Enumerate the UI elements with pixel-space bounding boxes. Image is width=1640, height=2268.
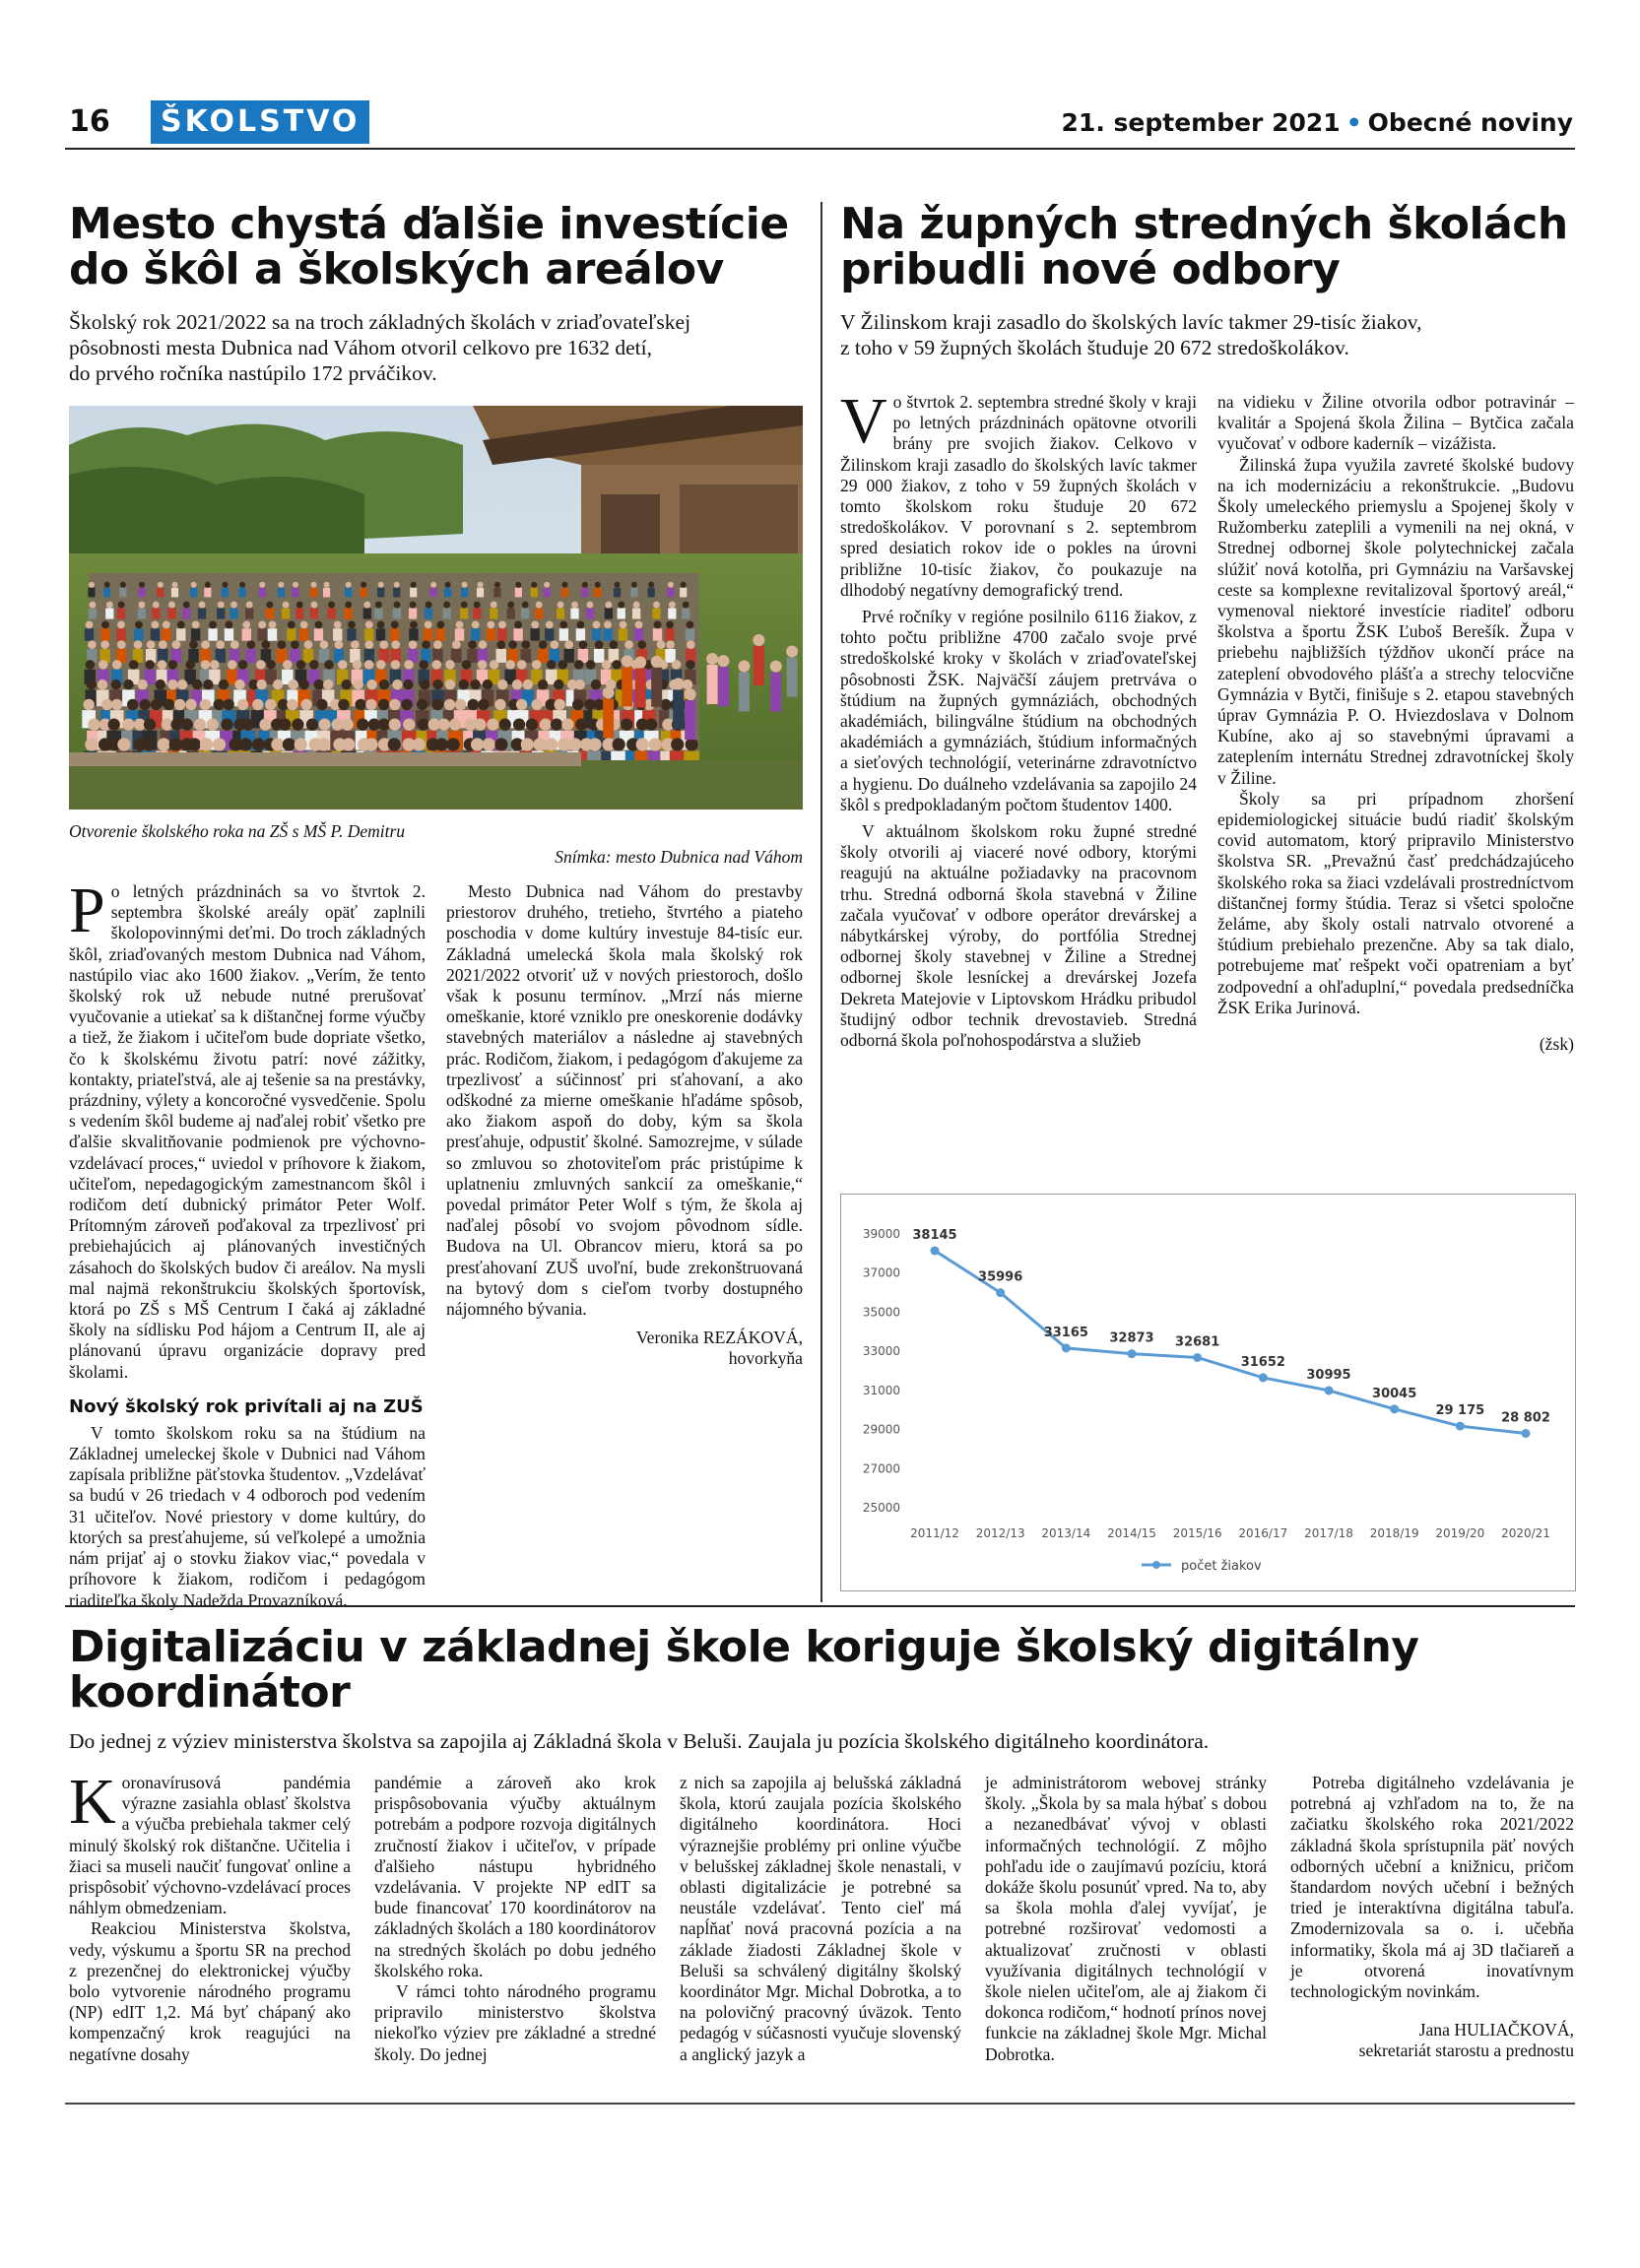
photo-credit: Snímka: mesto Dubnica nad Váhom	[555, 847, 803, 867]
chart-data-label: 30045	[1372, 1386, 1417, 1401]
bottom-rule	[65, 2103, 1575, 2105]
article2-title-line1: Na župných stredných školách	[840, 199, 1568, 249]
chart-x-tick: 2020/21	[1501, 1526, 1550, 1540]
article2-lead	[840, 309, 1574, 360]
section-label	[151, 100, 369, 144]
article3-col4-p1: je administrátorom webovej stránky školy. „Škola by sa mala hýbať s dobou a nezanedbávať vývoj v oblasti informačných technológií. Z môjho pohľadu ide o zaujímavú pozíciu, ktorá dokáže školu posunúť vpred. Na to, aby sa škola mohla ďalej vyvíjať, je potrebné rozširovať vedomosti a aktualizovať zručnosti v oblasti využívania digitálnych technológií v škole nielen učiteľom, ale aj žiakom či dokonca rodičom,“ hodnotí prínos novej funkcie na základnej škole Mgr. Michal Dobrotka.	[985, 1773, 1267, 2064]
article3-dropcap: K	[69, 1766, 116, 1838]
chart-y-tick: 35000	[862, 1305, 900, 1320]
photo-caption: Otvorenie školského roka na ZŠ s MŠ P. Demitru	[69, 821, 406, 841]
article1-author: Veronika REZÁKOVÁ,	[635, 1328, 803, 1348]
article1-col1-p1: o letných prázdninách sa vo štvrtok 2. septembra školské areály opäť zaplnili školopovinnými deťmi. Do troch základných škôl, zriaďovaných mestom Dubnica nad Váhom, nastúpilo viac ako 1600 žiakov. „Verím, že tento školský rok už nebude nutné prerušovať vyučovanie a utiekať sa k dištančnej forme výučby a tiež, že žiakom i učiteľom bude dopriate všetko, čo k školskému životu patrí: nové zážitky, kontakty, priateľstvá, ale aj tešenie sa na prestávky, prázdniny, výlety a koncoročné vysvedčenie. Spolu s vedením škôl budeme aj naďalej robiť všetko pre ďalšie skvalitňovanie podmienok pre výchovno-vzdelávací proces,“ uviedol v príhovore k žiakom, učiteľom, nepedagogickým zamestnancom škôl i rodičom detí dubnický primátor Peter Wolf. Prítomným zároveň poďakoval za trpezlivosť pri prebiehajúcich aj plánovaných investičných zásahoch do školských budov či areálov. Na mysli mal najmä rekonštrukciu školských športovísk, ktorá po ZŠ s MŠ Centrum I čaká aj základné školy na sídlisku Pod hájom a Centrum II, ale aj plánovanú úpravu organizácie dopravy pred školami.	[69, 881, 426, 1382]
article3-title-line2: koordinátor	[69, 1667, 351, 1717]
page-number: 16	[69, 104, 110, 139]
chart-y-tick: 33000	[862, 1344, 900, 1359]
article1-col1-p2: V tomto školskom roku sa na štúdium na Základnej umeleckej škole v Dubnici nad Váhom zapísala približne päťstovka študentov. „Vzdelávať sa budú v 26 triedach v 4 odboroch pod vedením 31 učiteľov. Nové priestory v dome kultúry, do ktorých sa presťahujeme, sú veľkolepé a umožnia nám prijať aj o stovku žiakov viac,“ povedala v príhovore k žiakom, rodičom i pedagógom riaditeľka školy Nadežda Provazníková.	[69, 1422, 426, 1610]
chart-canvas	[841, 1195, 1575, 1590]
chart-y-tick: 37000	[862, 1265, 900, 1280]
article1-column2	[446, 881, 803, 1370]
article3-col1-p1: oronavírusová pandémia výrazne zasiahla oblasť školstva a výučba prebiehala takmer celý minulý školský rok dištančne. Učitelia i žiaci sa museli naučiť fungovať online a prispôsobiť výchovno-vzdelávací proces náhlym obmedzeniam.	[69, 1773, 352, 1918]
article2-col1-p1: o štvrtok 2. septembra stredné školy v kraji po letných prázdninách opätovne otvorili brány pre svojich žiakov. Celkovo v Žilinskom kraji zasadlo do školských lavíc takmer 29 000 žiakov, z toho v 59 župných školách v tomto školskom roku študuje 20 672 stredoškolákov. V porovnaní s 2. septembrom spred desiatich rokov ide o pokles na úrovni približne 10-tisíc žiakov, čo poukazuje na dlhodobý negatívny demografický trend.	[840, 392, 1197, 600]
chart-data-label: 29 175	[1435, 1403, 1485, 1419]
article3-lead: Do jednej z výziev ministerstva školstva sa zapojila aj Základná škola v Beluši. Zaujala ju pozícia školského digitálneho koordinátora.	[69, 1729, 1210, 1753]
chart-data-label: 38145	[912, 1227, 957, 1243]
chart-legend-marker	[1152, 1561, 1160, 1569]
chart-x-tick: 2016/17	[1238, 1526, 1288, 1540]
article3-author-role: sekretariát starostu a prednostu	[1358, 2041, 1574, 2061]
column-divider	[820, 202, 822, 1602]
article3-column2	[374, 1773, 656, 2065]
article1-author-role: hovorkyňa	[728, 1348, 803, 1369]
chart-point	[1259, 1373, 1268, 1382]
chart-y-tick: 39000	[862, 1227, 900, 1241]
chart-data-label: 32681	[1175, 1334, 1220, 1350]
chart-point	[1128, 1349, 1137, 1358]
article2-col2-p3: Školy sa pri prípadnom zhoršení epidemiologickej situácie budú riadiť školským covid automatom, ktorý pripravilo Ministerstvo školstva SR. „Prevažnú časť predchádzajúceho školského roka sa žiaci vzdelávali prostredníctvom dištančnej formy štúdia. Teraz si všetci spoločne želáme, aby školy ostali natrvalo otvorené a štúdium prebiehalo prezenčne. Aby sa tak dialo, potrebujeme mať rešpekt voči opatreniam a byť zodpovední a ohľaduplní,“ povedala predsedníčka ŽSK Erika Jurinová.	[1217, 788, 1574, 1017]
article1-col2-p1: Mesto Dubnica nad Váhom do prestavby priestorov druhého, tretieho, štvrtého a piateho poschodia v dome kultúry investuje 84-tisíc eur. Základná umelecká škola mala školský rok 2021/2022 otvoriť už v nových priestoroch, došlo však k posunu termínov. „Mrzí nás mierne omeškanie, ktoré vzniklo pre oneskorenie dodávky stavebných materiálov a následne aj stavebných prác. Rodičom, žiakom, i pedagógom ďakujeme za trpezlivosť a súčinnosť pri sťahovaní, a ako odškodné za mierne omeškanie hľadáme spôsob, ako žiakom aspoň do doby, kým sa škola presťahuje, odpustiť školné. Samozrejme, v súlade so zmluvou so zhotoviteľom prác pristúpime k uplatneniu zmluvných sankcií za omeškanie,“ povedal primátor Peter Wolf s tým, že škola aj naďalej pôsobí vo svojom pôvodnom sídle. Budova na Ul. Obrancov mieru, ktorá sa po presťahovaní ZUŠ uvoľní, bude zrekonštruovaná na bytový dom s cieľom tvorby dostupného nájomného bývania.	[446, 881, 803, 1320]
chart-point	[996, 1288, 1005, 1297]
article1-title-line2: do škôl a školských areálov	[69, 244, 724, 294]
chart-point	[1062, 1343, 1071, 1352]
chart-point	[1456, 1422, 1465, 1431]
chart-y-tick: 31000	[862, 1383, 900, 1397]
article2-title-line2: pribudli nové odbory	[840, 244, 1341, 294]
chart-point	[1325, 1386, 1334, 1394]
chart-x-tick: 2017/18	[1304, 1526, 1353, 1540]
article1-column1	[69, 875, 426, 1611]
article1-lead-line1: Školský rok 2021/2022 sa na troch základných školách v zriaďovateľskej	[69, 310, 691, 334]
separator-dot: •	[1345, 108, 1362, 137]
chart-data-label: 35996	[978, 1269, 1023, 1285]
chart-data-label: 28 802	[1501, 1410, 1550, 1426]
article2-author: (žsk)	[1539, 1034, 1574, 1055]
school-opening-photo	[69, 406, 803, 810]
article1-title-line1: Mesto chystá ďalšie investície	[69, 199, 789, 249]
chart-x-tick: 2019/20	[1435, 1526, 1485, 1540]
chart-x-tick: 2018/19	[1369, 1526, 1419, 1540]
article1-subhead: Nový školský rok privítali aj na ZUŠ	[69, 1395, 424, 1417]
chart-data-label: 32873	[1109, 1330, 1154, 1346]
chart-x-tick: 2012/13	[975, 1526, 1025, 1540]
article2-col1-p3: V aktuálnom školskom roku župné stredné školy otvorili aj viaceré nové odbory, ktorými reagujú na aktuálne požiadavky na pracovnom trhu. Stredná odborná škola stavebná v Žiline začala vyučovať v odbore operátor drevárskej a nábytkárskej výroby, do portfólia Strednej odbornej školy stavebnej v Žiline a Strednej odbornej škole lesníckej a drevárskej Jozefa Dekreta Matejovie v Liptovskom Hrádku pribudol študijný odbor technik drevostavieb. Stredná odborná škola poľnohospodárstva a služieb	[840, 821, 1197, 1051]
article3-column4	[985, 1773, 1267, 2065]
chart-point	[931, 1246, 940, 1255]
chart-x-tick: 2013/14	[1041, 1526, 1091, 1540]
article3-column5	[1290, 1773, 1574, 2062]
masthead-right	[1062, 108, 1573, 137]
issue-date: 21. september 2021	[1061, 108, 1341, 137]
chart-data-label: 31652	[1240, 1354, 1285, 1370]
header-rule	[65, 148, 1575, 150]
publication-name: Obecné noviny	[1367, 108, 1573, 137]
chart-point	[1193, 1353, 1202, 1362]
article1-lead	[69, 309, 818, 386]
chart-y-tick: 27000	[862, 1461, 900, 1476]
article3-column3	[680, 1773, 961, 2065]
article3-column1	[69, 1766, 352, 2065]
article2-dropcap: V	[840, 385, 887, 457]
article3-headline	[69, 1622, 1576, 1717]
article3-col1-p2: Reakciou Ministerstva školstva, vedy, výskumu a športu SR na prechod z prezenčnej do elektronickej výučby bolo vytvorenie národného programu (NP) edIT 1,2. Má byť chápaný ako kompenzačný krok reagujúci na negatívne dosahy	[69, 1918, 351, 2064]
chart-data-label: 30995	[1306, 1367, 1351, 1383]
chart-legend-label: počet žiakov	[1181, 1559, 1262, 1574]
article1-dropcap: P	[69, 875, 105, 946]
students-chart	[840, 1194, 1576, 1591]
chart-y-tick: 25000	[862, 1501, 900, 1515]
article2-lead-line2: z toho v 59 župných školách študuje 20 672 stredoškolákov.	[840, 336, 1349, 359]
chart-data-label: 33165	[1043, 1325, 1088, 1340]
chart-point	[1522, 1429, 1531, 1438]
article1-lead-line3: do prvého ročníka nastúpilo 172 prváčikov.	[69, 361, 437, 385]
article3-author: Jana HULIAČKOVÁ,	[1418, 2020, 1574, 2041]
article2-headline	[840, 199, 1574, 294]
chart-point	[1390, 1404, 1399, 1413]
article2-col2-p2: Žilinská župa využila zavreté školské budovy na ich modernizáciu a rekonštrukcie. „Budovu Školy umeleckého priemyslu a Spojenej školy v Ružomberku zateplili a vymenili na nej okná, v Strednej odbornej škole polytechnickej začala slúžiť nová kotolňa, pri Gymnáziu na Varšavskej ceste sa komplexne revitalizoval športový areál,“ vymenoval niektoré investície riaditeľ odboru školstva a športu ŽSK Ľuboš Berešík. Župa v priebehu najbližších týždňov ukončí práce na zateplení obvodového plášťa a strechy telocvične Gymnázia v Bytči, finišuje s 2. etapou stavebných úprav Gymnázia P. O. Hviezdoslava v Dolnom Kubíne, ako aj so stavebnými úpravami a zateplením internátu Strednej zdravotníckej školy v Žiline.	[1217, 454, 1574, 788]
article1-headline	[69, 199, 818, 294]
article2-column2	[1217, 392, 1574, 1055]
chart-x-tick: 2015/16	[1172, 1526, 1222, 1540]
article3-title-line1: Digitalizáciu v základnej škole koriguje školský digitálny	[69, 1622, 1419, 1672]
article3-col2-p1: pandémie a zároveň ako krok prispôsobovania výučby aktuálnym potrebám a podpore rozvoja digitálnych zručností žiakov i učiteľov, v prípade ďalšieho nástupu hybridného vzdelávania. V projekte NP edIT sa bude financovať 170 koordinátorov na základných školách a 180 koordinátorov na stredných školách po dobu jedného školského roka.	[374, 1773, 656, 1980]
article3-col2-p2: V rámci tohto národného programu pripravilo ministerstvo školstva niekoľko výziev pre základné a stredné školy. Do jednej	[374, 1981, 656, 2064]
chart-x-tick: 2011/12	[910, 1526, 959, 1540]
article3-col5-p1: Potreba digitálneho vzdelávania je potrebná aj vzhľadom na to, že na začiatku školského roka 2021/2022 základná škola sprístupnila päť nových odborných učební a knižnicu, pričom štandardom nových učební i bežných tried je interaktívna digitálna tabuľa. Zmodernizovala sa o. i. učebňa informatiky, škola má aj 3D tlačiareň a je otvorená inovatívnym technologickým novinkám.	[1290, 1773, 1574, 2002]
chart-x-tick: 2014/15	[1107, 1526, 1156, 1540]
chart-y-tick: 29000	[862, 1422, 900, 1437]
article2-col2-p1: na vidieku v Žiline otvorila odbor potravinár – kvalitár a Spojená škola Žilina – Bytčica začala vyučovať v odbore kaderník – vizážista.	[1217, 392, 1574, 454]
article1-lead-line2: pôsobnosti mesta Dubnica nad Váhom otvoril celkovo pre 1632 detí,	[69, 336, 652, 359]
section-rule	[65, 1605, 1575, 1607]
article3-col3-p1: z nich sa zapojila aj belušská základná škola, ktorú zaujala pozícia školského digitálneho koordinátora. Hoci výraznejšie problémy pri online výučbe v belušskej základnej škole nenastali, v oblasti digitalizácie je potrebné sa neustále vzdelávať. Tento cieľ má napĺňať nová pracovná pozícia a na základe žiadosti Základnej škole v Beluši sa schválený digitálny školský koordinátor Mgr. Michal Dobrotka, a to na polovičný pracovný úväzok. Tento pedagóg v súčasnosti vyučuje slovenský a anglický jazyk a	[680, 1773, 961, 2064]
article2-column1	[840, 385, 1197, 1051]
section-name: ŠKOLSTVO	[161, 104, 361, 139]
article2-col1-p2: Prvé ročníky v regióne posilnilo 6116 žiakov, z tohto počtu približne 4700 začalo svoje prvé stredoškolské kroky v školách v zriaďovateľskej pôsobnosti ŽSK. Najväčší záujem pretrváva o štúdium na župných gymnáziách, obchodných akadémiách, bilingválne štúdium na obchodných akadémiách a gymnáziách, štúdium informačných a sieťových technológií, veterinárne zdravotníctvo a hygienu. Do duálneho vzdelávania sa zapojilo 24 škôl s predpokladaným počtom študentov 1400.	[840, 607, 1197, 814]
article2-lead-line1: V Žilinskom kraji zasadlo do školských lavíc takmer 29-tisíc žiakov,	[840, 310, 1422, 334]
